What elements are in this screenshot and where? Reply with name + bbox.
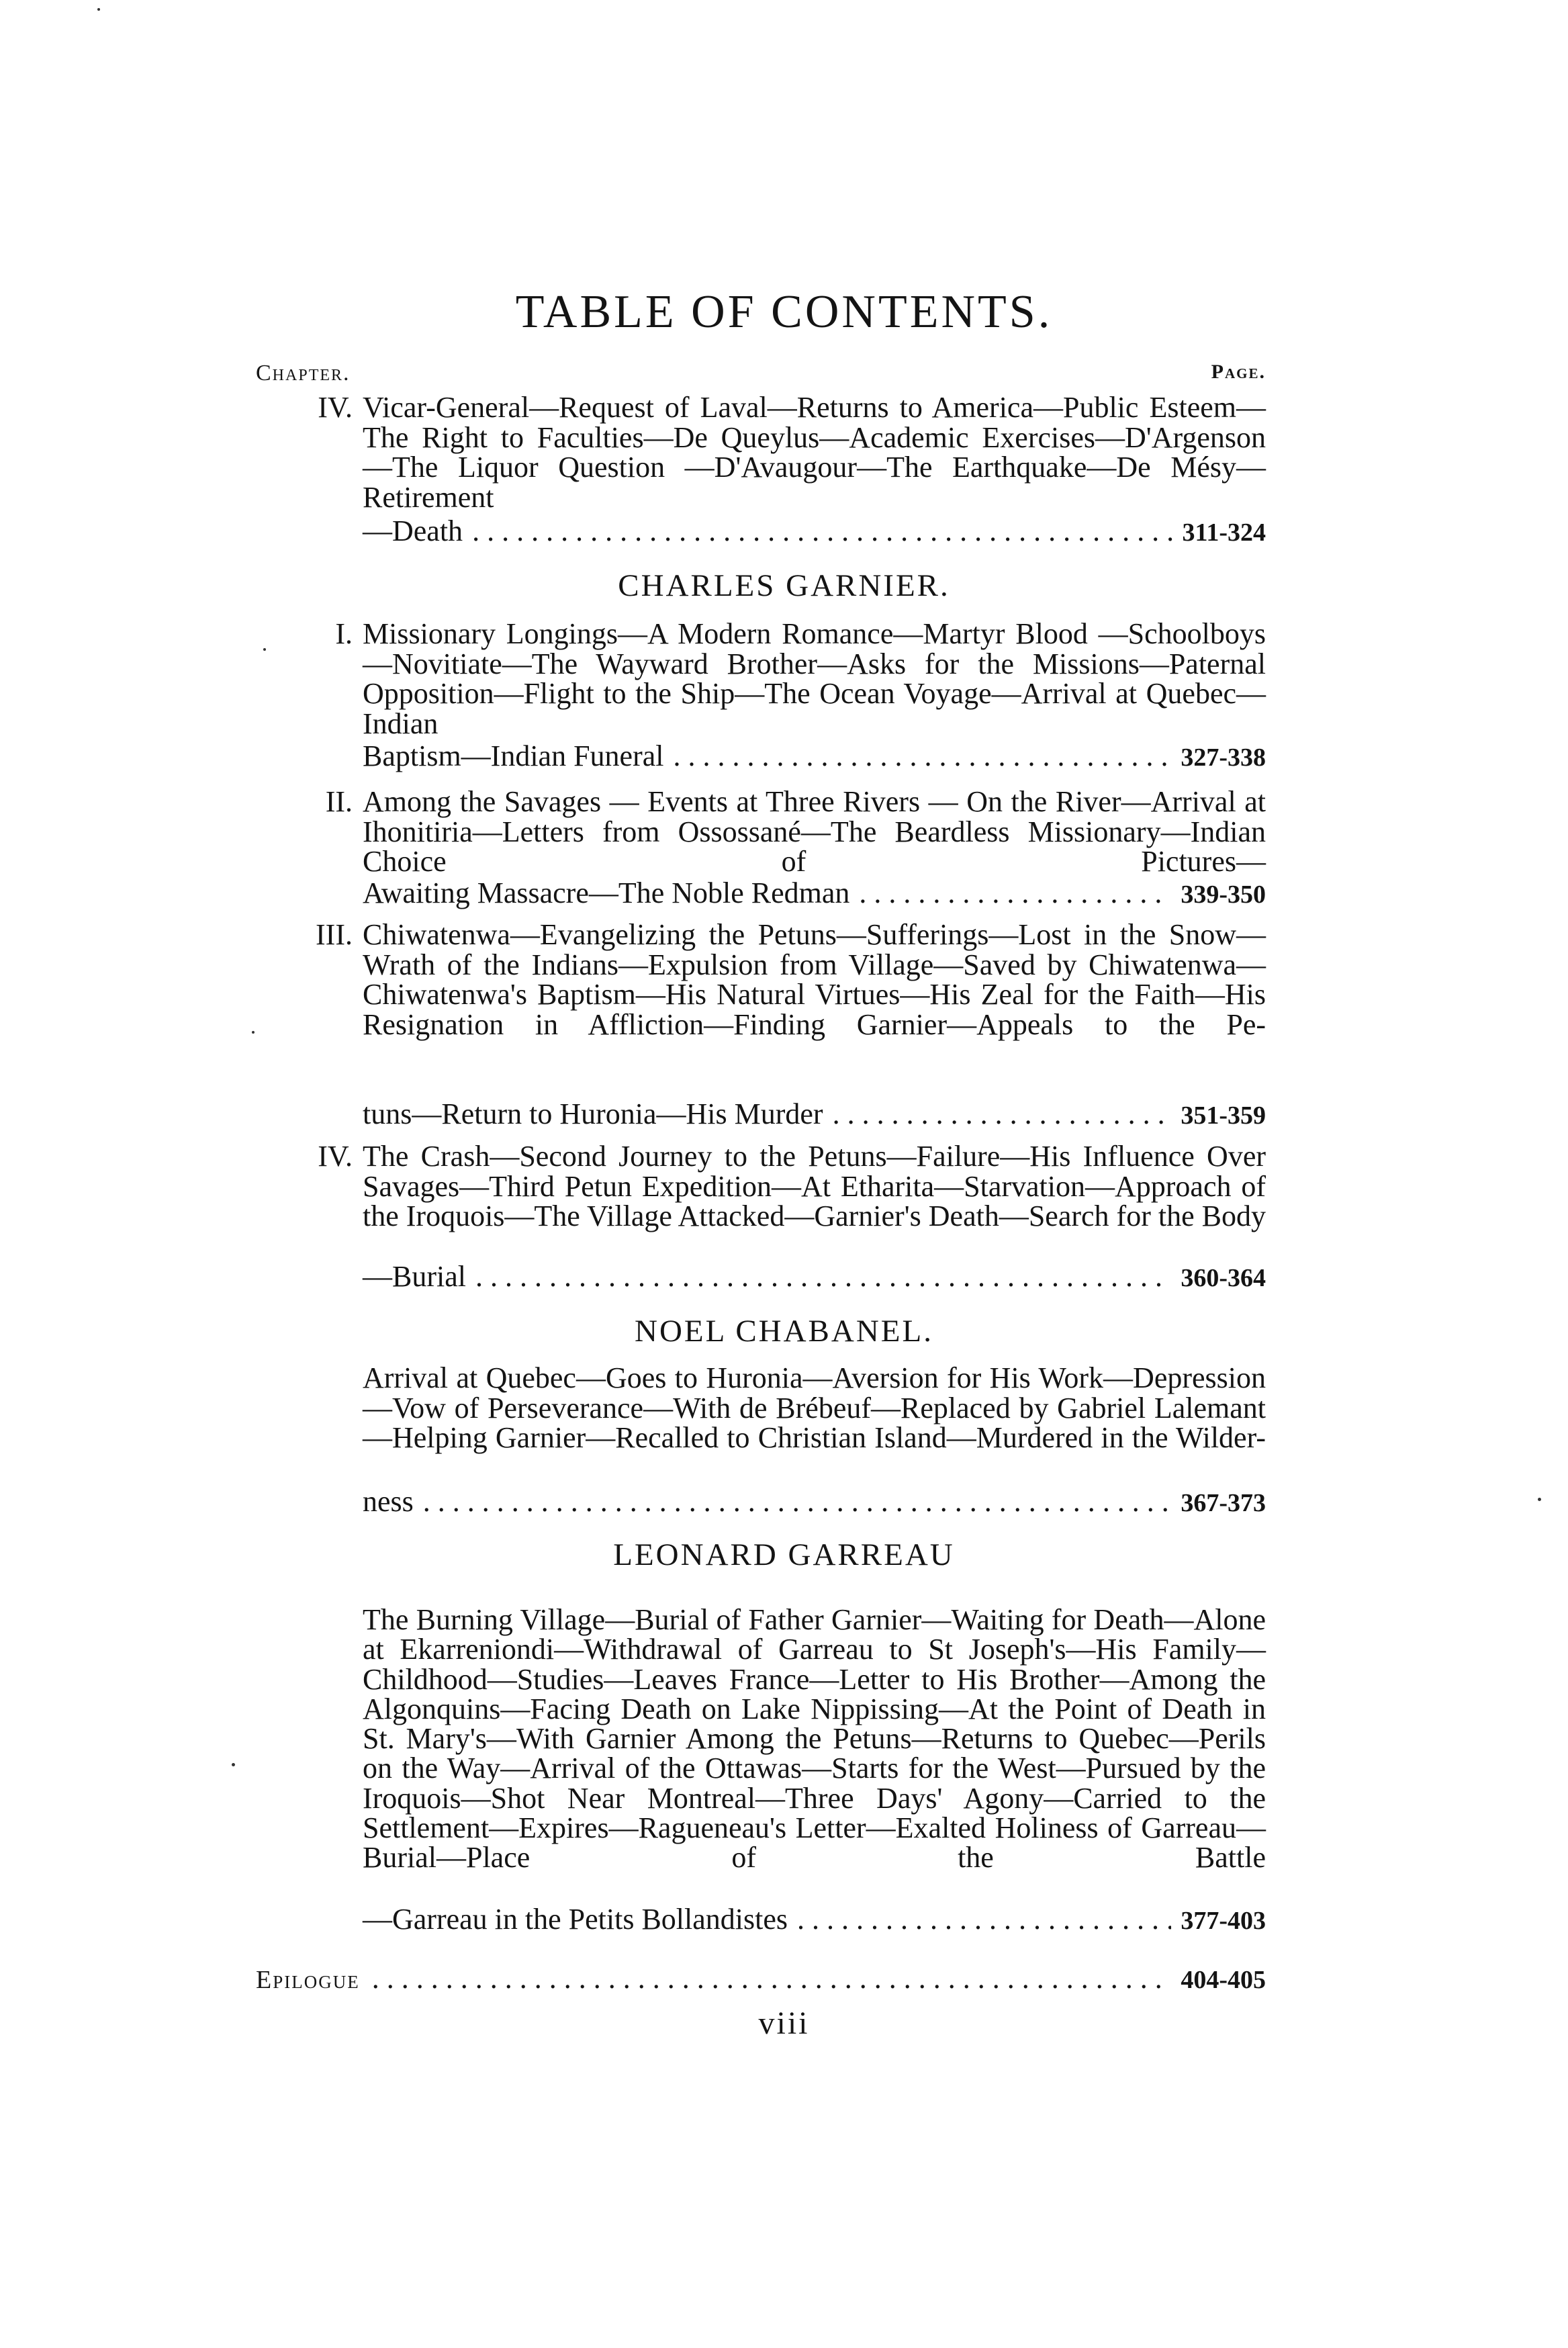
chapter-number: I. <box>335 617 353 650</box>
page-range: 311-324 <box>1182 518 1266 547</box>
page-column-header: Page. <box>1211 361 1266 383</box>
chapter-summary: Chiwatenwa—Evangelizing the Petuns—Sufferings—Lost in the Snow—Wrath of the Indians—Expulsion from Village—Saved by Chiwatenwa—Chiwatenwa's Baptism—His Natural Virtues—His Zeal for the Faith—His Resignation in Affliction—Finding Garnier—Appeals to the Pe- <box>363 918 1266 1041</box>
toc-entry <box>222 619 1269 740</box>
page-title: TABLE OF CONTENTS. <box>515 286 1053 338</box>
chapter-summary: Arrival at Quebec—Goes to Huronia—Aversion for His Work—Depression—Vow of Perseverance—With de Brébeuf—Replaced by Gabriel Lalemant—Helping Garnier—Recalled to Christian Island—Murdered in the Wilder- <box>363 1361 1266 1455</box>
summary-tail: tuns—Return to Huronia—His Murder <box>363 1097 823 1130</box>
chapter-summary: Among the Savages — Events at Three Rivers — On the River—Arrival at Ihonitiria—Letters from Ossossané—The Beardless Missionary—Indian Choice of Pictures— <box>363 785 1266 878</box>
toc-entry <box>222 393 1269 514</box>
chapter-summary: The Burning Village—Burial of Father Garnier—Waiting for Death—Alone at Ekarreniondi—Withdrawal of Garreau to St Joseph's—His Family—Childhood—Studies—Leaves France—Letter to His Brother—Among the Algonquins—Facing Death on Lake Nippissing—At the Point of Death in St. Mary's—With Garnier Among the Petuns—Returns to Quebec—Perils on the Way—Arrival of the Ottawas—Starts for the West—Pursued by the Iroquois—Shot Near Montreal—Three Days' Agony—Carried to the Settlement—Expires—Ragueneau's Letter—Exalted Holiness of Garreau—Burial—Place of the Battle <box>363 1603 1266 1875</box>
chapter-summary: Vicar-General—Request of Laval—Returns to America—Public Esteem—The Right to Faculties—De Queylus—Academic Exercises—D'Argenson—The Liquor Question —D'Avaugour—The Earthquake—De Mésy—Retirement <box>363 391 1266 514</box>
toc-entry-last-line <box>363 1097 1266 1128</box>
section-heading: LEONARD GARREAU <box>613 1537 955 1572</box>
summary-tail: ness <box>363 1485 414 1518</box>
toc-entry-last-line <box>363 1259 1266 1293</box>
toc-entry <box>222 920 1269 1101</box>
scan-speck <box>1538 1498 1541 1501</box>
toc-entry-last-line <box>363 1902 1266 1936</box>
section-heading: CHARLES GARNIER. <box>618 568 950 603</box>
toc-entry-last-line <box>363 1484 1266 1518</box>
toc-entry <box>222 1605 1269 1921</box>
section-heading: NOEL CHABANEL. <box>635 1314 933 1349</box>
page-range: 367-373 <box>1181 1489 1266 1517</box>
dot-leader <box>475 1259 1171 1294</box>
toc-entry-last-line <box>363 739 1266 770</box>
chapter-number: II. <box>325 785 353 818</box>
page-number: viii <box>758 2005 810 2041</box>
toc-entry-last-line <box>363 876 1266 907</box>
dot-leader <box>833 1097 1172 1131</box>
summary-tail: —Death <box>363 514 463 547</box>
toc-entry <box>222 787 1269 878</box>
dot-leader <box>674 739 1172 773</box>
dot-leader <box>472 514 1172 548</box>
chapter-number: III. <box>316 918 353 951</box>
page-range: 404-405 <box>1181 1966 1266 1994</box>
page-range: 377-403 <box>1181 1907 1266 1935</box>
scan-speck <box>263 648 266 651</box>
dot-leader <box>372 1961 1169 1995</box>
dot-leader <box>423 1484 1172 1519</box>
page-range: 351-359 <box>1181 1101 1266 1130</box>
dot-leader <box>797 1902 1171 1936</box>
chapter-summary: The Crash—Second Journey to the Petuns—Failure—His Influence Over Savages—Third Petun Expedition—At Etharita—Starvation—Approach of the Iroquois—The Village Attacked—Garnier's Death—Search for the Body <box>363 1140 1266 1233</box>
epilogue-entry <box>256 1961 1266 1995</box>
chapter-summary: Missionary Longings—A Modern Romance—Martyr Blood —Schoolboys—Novitiate—The Wayward Brother—Asks for the Missions—Paternal Opposition—Flight to the Ship—The Ocean Voyage—Arrival at Quebec—Indian <box>363 617 1266 740</box>
scan-speck <box>252 1031 255 1034</box>
scan-speck <box>232 1763 235 1766</box>
page-range: 360-364 <box>1181 1264 1266 1292</box>
summary-tail: —Garreau in the Petits Bollandistes <box>363 1903 788 1936</box>
dot-leader <box>859 876 1171 910</box>
summary-tail: Awaiting Massacre—The Noble Redman <box>363 876 850 909</box>
toc-entry <box>222 1142 1269 1263</box>
chapter-column-header: Chapter. <box>256 361 351 386</box>
toc-entry-last-line <box>363 514 1266 545</box>
chapter-number: IV. <box>318 1140 353 1173</box>
scan-speck <box>97 8 100 11</box>
summary-tail: —Burial <box>363 1260 466 1293</box>
summary-tail: Baptism—Indian Funeral <box>363 739 664 772</box>
epilogue-label: Epilogue <box>256 1966 360 1994</box>
page-range: 327-338 <box>1181 743 1266 772</box>
toc-entry <box>222 1363 1269 1484</box>
chapter-number: IV. <box>318 391 353 424</box>
page-range: 339-350 <box>1181 880 1266 909</box>
